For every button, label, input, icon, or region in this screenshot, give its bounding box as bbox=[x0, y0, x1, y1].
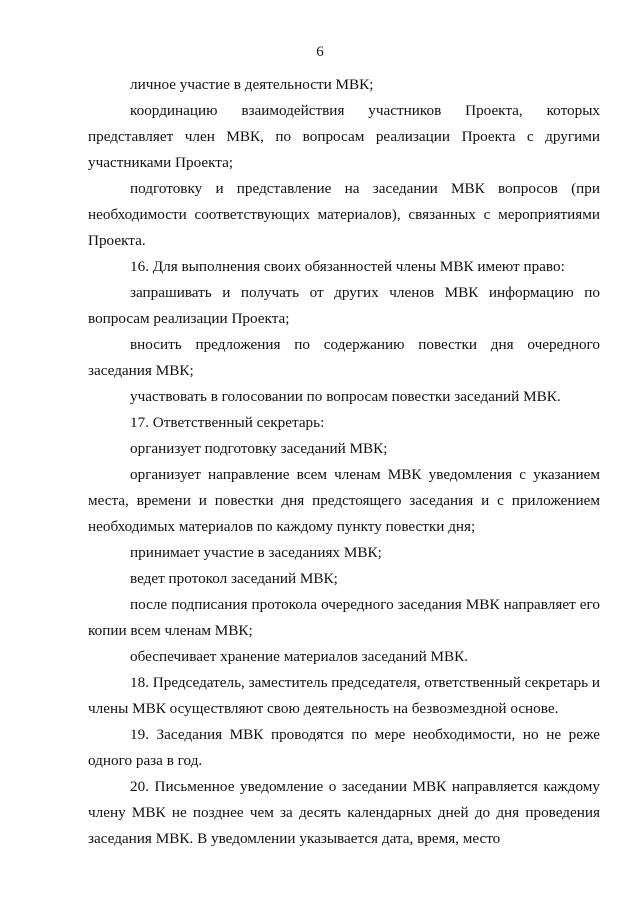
paragraph: координацию взаимодействия участников Проекта, которых представляет член МВК, по вопросам реализации Проекта с другими участниками Проекта; bbox=[88, 102, 600, 171]
paragraph: 20. Письменное уведомление о заседании МВК направляется каждому члену МВК не позднее чем за десять календарных дней до дня проведения заседания МВК. В уведомлении указывается дата, время, место bbox=[88, 778, 600, 847]
paragraph: 19. Заседания МВК проводятся по мере необходимости, но не реже одного раза в год. bbox=[88, 726, 600, 769]
paragraph: 18. Председатель, заместитель председателя, ответственный секретарь и члены МВК осуществляют свою деятельность на безвозмездной основе. bbox=[88, 674, 601, 717]
document-body bbox=[88, 72, 600, 852]
paragraph: 17. Ответственный секретарь: bbox=[130, 414, 325, 431]
paragraph: организует направление всем членам МВК уведомления с указанием места, времени и повестки дня предстоящего заседания и с приложением необходимых материалов по каждому пункту повестки дня; bbox=[88, 466, 600, 535]
paragraph: участвовать в голосовании по вопросам повестки заседаний МВК. bbox=[130, 388, 561, 405]
paragraph: после подписания протокола очередного заседания МВК направляет его копии всем членам МВК; bbox=[88, 596, 600, 639]
paragraph: организует подготовку заседаний МВК; bbox=[130, 440, 388, 457]
page-number: 6 bbox=[316, 44, 324, 60]
paragraph: запрашивать и получать от других членов МВК информацию по вопросам реализации Проекта; bbox=[88, 284, 600, 327]
paragraph: 16. Для выполнения своих обязанностей члены МВК имеют право: bbox=[130, 258, 565, 275]
paragraph: вносить предложения по содержанию повестки дня очередного заседания МВК; bbox=[88, 336, 600, 379]
paragraph: подготовку и представление на заседании МВК вопросов (при необходимости соответствующих материалов), связанных с мероприятиями Проекта. bbox=[88, 180, 600, 249]
paragraph: личное участие в деятельности МВК; bbox=[130, 76, 374, 93]
paragraph: обеспечивает хранение материалов заседаний МВК. bbox=[130, 648, 469, 665]
paragraph: принимает участие в заседаниях МВК; bbox=[130, 544, 382, 561]
paragraph: ведет протокол заседаний МВК; bbox=[130, 570, 338, 587]
